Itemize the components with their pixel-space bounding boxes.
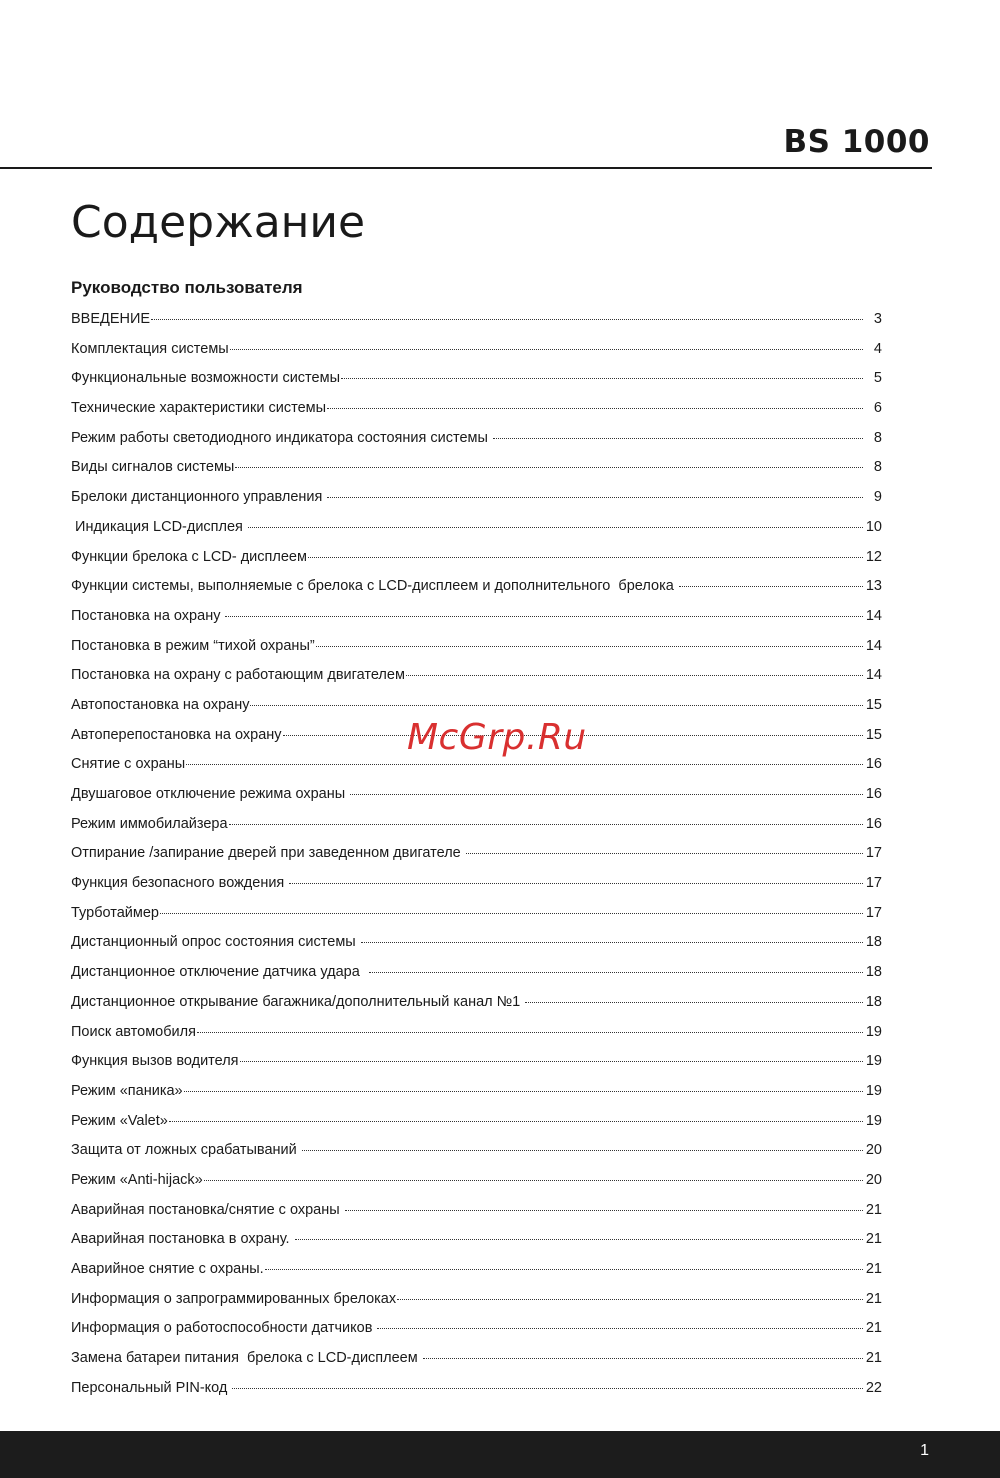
toc-entry-label: Индикация LCD-дисплея (71, 518, 247, 535)
toc-entry-label: Постановка на охрану с работающим двигателем (71, 667, 405, 684)
toc-entry-label: Дистанционное открывание багажника/дополнительный канал №1 (71, 993, 525, 1010)
page-title: Содержание (71, 197, 366, 248)
toc-entry-page: 18 (865, 934, 882, 951)
toc-entry-label: Снятие с охраны (71, 756, 186, 773)
toc-dot-leader (377, 1327, 863, 1329)
toc-entry-page: 8 (873, 459, 882, 476)
toc-dot-leader (397, 1298, 863, 1300)
toc-entry[interactable] (71, 335, 882, 365)
toc-dot-leader (184, 1090, 863, 1092)
toc-entry[interactable] (71, 394, 882, 424)
toc-dot-leader (466, 852, 863, 854)
toc-entry[interactable] (71, 928, 882, 958)
toc-entry-label: Поиск автомобиля (71, 1023, 196, 1040)
toc-entry-label: Режим «Valet» (71, 1112, 168, 1129)
toc-entry[interactable] (71, 543, 882, 573)
toc-entry-page: 21 (865, 1231, 882, 1248)
toc-dot-leader (265, 1268, 863, 1270)
toc-entry-page: 19 (865, 1023, 882, 1040)
toc-entry[interactable] (71, 988, 882, 1018)
toc-dot-leader (169, 1120, 863, 1122)
toc-entry-label: Режим иммобилайзера (71, 815, 228, 832)
toc-entry-page: 17 (865, 875, 882, 892)
toc-entry-label: Аварийная постановка/снятие с охраны (71, 1201, 344, 1218)
toc-dot-leader (250, 704, 863, 706)
toc-entry[interactable] (71, 1314, 882, 1344)
toc-entry-label: Автопостановка на охрану (71, 696, 250, 713)
toc-entry-page: 19 (865, 1112, 882, 1129)
toc-dot-leader (160, 912, 863, 914)
toc-entry-label: Технические характеристики системы (71, 400, 327, 417)
toc-entry-page: 14 (865, 607, 882, 624)
toc-entry-label: Брелоки дистанционного управления (71, 489, 327, 506)
toc-entry-label: Персональный PIN-код (71, 1379, 232, 1396)
toc-entry-page: 21 (865, 1290, 882, 1307)
table-of-contents (71, 305, 882, 1403)
toc-entry-page: 21 (865, 1350, 882, 1367)
toc-dot-leader (341, 377, 863, 379)
toc-entry-label: Функции системы, выполняемые с брелока с LCD-дисплеем и дополнительного брелока (71, 578, 678, 595)
toc-entry-label: Функция вызов водителя (71, 1053, 239, 1070)
toc-dot-leader (289, 882, 863, 884)
toc-dot-leader (679, 585, 863, 587)
toc-entry[interactable] (71, 1136, 882, 1166)
toc-dot-leader (295, 1238, 863, 1240)
toc-entry[interactable] (71, 1285, 882, 1315)
toc-entry[interactable] (71, 1018, 882, 1048)
toc-entry[interactable] (71, 483, 882, 513)
toc-dot-leader (230, 348, 863, 350)
toc-entry-page: 16 (865, 756, 882, 773)
toc-entry-page: 20 (865, 1171, 882, 1188)
toc-entry-label: Комплектация системы (71, 340, 229, 357)
toc-entry-page: 12 (865, 548, 882, 565)
toc-entry-page: 21 (865, 1320, 882, 1337)
toc-entry-label: Автоперепостановка на охрану (71, 726, 282, 743)
toc-entry-label: Информация о работоспособности датчиков (71, 1320, 377, 1337)
toc-entry-label: Режим работы светодиодного индикатора состояния системы (71, 429, 492, 446)
toc-entry-page: 15 (865, 726, 882, 743)
toc-entry[interactable] (71, 1047, 882, 1077)
toc-entry[interactable] (71, 453, 882, 483)
toc-entry[interactable] (71, 1166, 882, 1196)
toc-entry[interactable] (71, 1255, 882, 1285)
toc-entry[interactable] (71, 810, 882, 840)
toc-dot-leader (327, 496, 863, 498)
toc-dot-leader (186, 763, 863, 765)
toc-dot-leader (327, 407, 863, 409)
toc-entry[interactable] (71, 513, 882, 543)
toc-dot-leader (248, 526, 863, 528)
toc-dot-leader (308, 556, 863, 558)
toc-dot-leader (204, 1179, 863, 1181)
toc-dot-leader (232, 1387, 863, 1389)
toc-entry-page: 19 (865, 1082, 882, 1099)
toc-entry-page: 10 (865, 518, 882, 535)
toc-entry-page: 22 (865, 1379, 882, 1396)
watermark: McGrp.Ru (407, 717, 587, 758)
toc-entry-page: 3 (873, 311, 882, 327)
toc-entry-page: 14 (865, 637, 882, 654)
toc-entry-label: Дистанционный опрос состояния системы (71, 934, 360, 951)
toc-entry[interactable] (71, 661, 882, 691)
toc-entry-page: 16 (865, 786, 882, 802)
toc-entry-label: Функция безопасного вождения (71, 875, 289, 892)
toc-entry-label: Аварийная постановка в охрану. (71, 1231, 294, 1248)
toc-entry[interactable] (71, 632, 882, 662)
toc-entry-label: Защита от ложных срабатываний (71, 1142, 301, 1159)
toc-entry-label: Информация о запрограммированных брелоках (71, 1290, 397, 1307)
toc-entry[interactable] (71, 780, 882, 810)
toc-entry-page: 21 (865, 1261, 882, 1277)
toc-dot-leader (229, 823, 863, 825)
toc-dot-leader (345, 1209, 863, 1211)
toc-entry-page: 9 (873, 489, 882, 506)
toc-entry-label: Режим «Anti-hijack» (71, 1171, 203, 1188)
toc-entry-page: 18 (865, 993, 882, 1010)
toc-dot-leader (235, 466, 863, 468)
toc-entry[interactable] (71, 899, 882, 929)
model-name: BS 1000 (783, 124, 930, 160)
toc-entry[interactable] (71, 572, 882, 602)
section-heading: Руководство пользователя (71, 278, 303, 297)
toc-entry-page: 18 (865, 964, 882, 981)
toc-dot-leader (361, 941, 863, 943)
toc-entry-label: Функциональные возможности системы (71, 370, 340, 387)
toc-dot-leader (240, 1060, 863, 1062)
toc-entry[interactable] (71, 1196, 882, 1226)
footer-bar (0, 1431, 1000, 1478)
toc-entry-page: 16 (865, 815, 882, 832)
toc-entry-label: Постановка на охрану (71, 607, 225, 624)
toc-entry-page: 21 (865, 1201, 882, 1218)
toc-dot-leader (225, 615, 863, 617)
toc-entry-page: 17 (865, 845, 882, 862)
toc-entry[interactable] (71, 424, 882, 454)
toc-entry-page: 20 (865, 1142, 882, 1159)
toc-entry-page: 14 (865, 667, 882, 684)
toc-entry[interactable] (71, 1107, 882, 1137)
toc-entry[interactable] (71, 1077, 882, 1107)
toc-entry-label: Двушаговое отключение режима охраны (71, 786, 350, 802)
toc-dot-leader (316, 645, 863, 647)
toc-entry[interactable] (71, 869, 882, 899)
toc-entry-page: 19 (865, 1053, 882, 1070)
toc-entry-label: Турботаймер (71, 904, 159, 921)
toc-entry-page: 4 (873, 340, 882, 357)
toc-dot-leader (406, 674, 863, 676)
toc-entry-label: Аварийное снятие с охраны. (71, 1261, 264, 1277)
toc-dot-leader (493, 437, 863, 439)
toc-dot-leader (423, 1357, 863, 1359)
toc-dot-leader (302, 1149, 863, 1151)
toc-entry-page: 15 (865, 696, 882, 713)
toc-entry[interactable] (71, 602, 882, 632)
toc-entry[interactable] (71, 958, 882, 988)
toc-entry-label: Дистанционное отключение датчика удара (71, 964, 368, 981)
toc-entry[interactable] (71, 1225, 882, 1255)
toc-entry-label: Постановка в режим “тихой охраны” (71, 637, 315, 654)
header-rule (0, 167, 932, 169)
toc-entry[interactable] (71, 1344, 882, 1374)
toc-entry[interactable] (71, 839, 882, 869)
toc-entry-page: 6 (873, 400, 882, 417)
toc-entry-label: Отпирание /запирание дверей при заведенном двигателе (71, 845, 465, 862)
toc-entry-label: Функции брелока с LCD- дисплеем (71, 548, 307, 565)
toc-entry-page: 5 (873, 370, 882, 387)
toc-dot-leader (197, 1031, 863, 1033)
toc-dot-leader (369, 971, 863, 973)
page-number: 1 (920, 1442, 929, 1459)
toc-entry[interactable] (71, 364, 882, 394)
toc-entry-page: 17 (865, 904, 882, 921)
toc-dot-leader (151, 318, 863, 320)
toc-dot-leader (525, 1001, 863, 1003)
toc-dot-leader (350, 793, 863, 795)
toc-entry[interactable] (71, 1374, 882, 1404)
toc-entry-page: 13 (865, 578, 882, 595)
toc-entry-label: ВВЕДЕНИЕ (71, 311, 151, 327)
toc-entry-page: 8 (873, 429, 882, 446)
toc-entry-label: Замена батареи питания брелока с LCD-дисплеем (71, 1350, 422, 1367)
toc-entry[interactable] (71, 305, 882, 335)
toc-entry-label: Виды сигналов системы (71, 459, 235, 476)
toc-entry-label: Режим «паника» (71, 1082, 183, 1099)
